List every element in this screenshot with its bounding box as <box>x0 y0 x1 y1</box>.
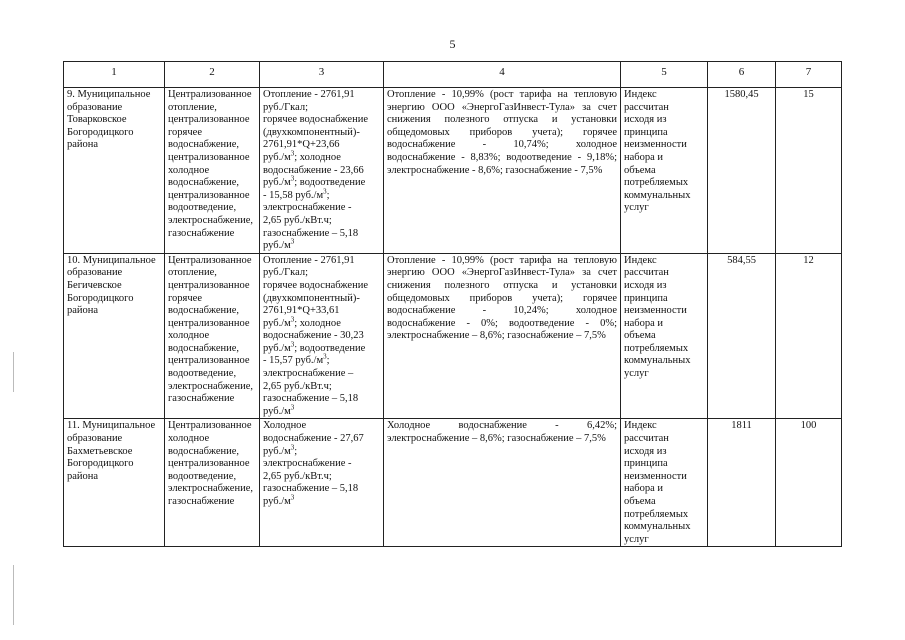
cell-text-line: образование <box>67 433 123 445</box>
cell-text-line: (двухкомпонентный)- <box>263 126 360 138</box>
cell-text-line: водоснабжение - 0%; водоотведение - 0%; <box>387 317 617 329</box>
cell-text-line: (двухкомпонентный)- <box>263 292 360 304</box>
cell-text-line: коммунальных <box>624 521 691 533</box>
cell-text-line: газоснабжение – 5,18 <box>263 393 359 405</box>
scan-margin-mark <box>13 565 14 625</box>
cell-text-line: водоотведение, <box>168 470 237 482</box>
cell-text-line: водоснабжение, <box>168 305 240 317</box>
growth-cell <box>384 419 621 547</box>
cell-text-line: коммунальных <box>624 355 691 367</box>
cell-value: 1580,45 <box>724 89 759 100</box>
cell-text-line: $руб./м^3$; водоотведение <box>263 340 366 354</box>
cell-text-line: принципа <box>624 458 668 470</box>
cell-text-line: снижения полезного отпуска и установки <box>387 279 617 291</box>
cell-text-line: услуг <box>624 368 649 380</box>
cell-text-line: потребляемых <box>624 177 689 189</box>
cell-text-line: $руб./м^3$; <box>263 443 298 457</box>
cell-text-line: услуг <box>624 202 649 214</box>
cell-value: 12 <box>803 254 814 266</box>
cell-text-line: снижения полезного отпуска и установки <box>387 114 617 126</box>
index-note-cell <box>621 88 708 254</box>
cell-text-line: принципа <box>624 126 668 138</box>
cell-text-line: района <box>67 305 99 317</box>
cell-text-line: Централизованное <box>168 420 252 432</box>
cell-text-line: рассчитан <box>624 101 669 113</box>
cell-text-line: водоснабжение, <box>168 139 240 151</box>
cell-text-line: водоснабжение, <box>168 177 240 189</box>
cell-text-line: Централизованное <box>168 89 252 100</box>
cell-text-line: электроснабжение - 8,6%; газоснабжение - 7,5% <box>387 164 603 176</box>
cell-text-line: общедомовых приборов учета); горячее <box>387 126 617 138</box>
cell-text-line: $руб./м^3$ <box>263 493 295 507</box>
scan-margin-mark <box>13 352 14 392</box>
cell-text-line: газоснабжение <box>168 227 235 239</box>
cell-text-line: рассчитан <box>624 433 669 445</box>
cell-text-line: электроснабжение – 8,6%; газоснабжение – 7,5% <box>387 433 606 445</box>
cell-text-line: газоснабжение – 5,18 <box>263 483 359 495</box>
cell-text-line: 2,65 руб./кВт.ч; <box>263 214 332 226</box>
cell-text-line: холодное <box>168 330 210 342</box>
cell-text-line: Отопление - 10,99% (рост тарифа на тепловую <box>387 89 617 100</box>
cell-text-line: холодное <box>168 164 210 176</box>
cell-text-line: $руб./м^3$; водоотведение <box>263 174 366 189</box>
cell-text-line: $руб./м^3$; холодное <box>263 149 341 163</box>
cell-text-line: потребляемых <box>624 342 689 354</box>
cell-text-line: холодное <box>168 433 210 445</box>
cell-text-line: Отопление - 2761,91 <box>263 89 355 100</box>
growth-cell <box>384 253 621 419</box>
value-cell-7 <box>776 419 842 547</box>
value-cell-6 <box>708 253 776 419</box>
cell-text-line: образование <box>67 101 123 113</box>
column-header-1: 1 <box>64 62 165 88</box>
cell-text-line: 9. Муниципальное <box>67 89 151 100</box>
cell-text-line: Индекс <box>624 420 657 432</box>
column-header-2: 2 <box>165 62 260 88</box>
services-cell <box>165 253 260 419</box>
tariffs-cell <box>260 88 384 254</box>
cell-text-line: централизованное <box>168 279 250 291</box>
index-note-cell <box>621 253 708 419</box>
column-header-6: 6 <box>708 62 776 88</box>
index-note-cell <box>621 419 708 547</box>
cell-text-line: исходя из <box>624 445 667 457</box>
services-cell <box>165 419 260 547</box>
cell-text-line: Индекс <box>624 254 657 266</box>
cell-text-line: Богородицкого <box>67 126 134 138</box>
municipality-cell <box>64 88 165 254</box>
cell-text-line: Товарковское <box>67 114 127 126</box>
cell-text-line: энергию ООО «ЭнергоГазИнвест-Тула» за счет <box>387 101 617 113</box>
cell-text-line: централизованное <box>168 151 250 163</box>
cell-text-line: 11. Муниципальное <box>67 420 156 432</box>
cell-text-line: набора и <box>624 151 664 163</box>
cell-text-line: объема <box>624 330 656 342</box>
cell-text-line: набора и <box>624 317 664 329</box>
value-cell-6 <box>708 419 776 547</box>
page-number: 5 <box>449 37 456 51</box>
cell-text-line: Холодное <box>263 420 307 432</box>
cell-value: 1811 <box>731 420 752 432</box>
cell-text-line: водоснабжение - 23,66 <box>263 164 364 176</box>
cell-text-line: исходя из <box>624 279 667 291</box>
column-header-3: 3 <box>260 62 384 88</box>
cell-text-line: Бахметьевское <box>67 445 133 457</box>
cell-text-line: водоснабжение - 30,23 <box>263 330 364 342</box>
cell-text-line: горячее <box>168 292 202 304</box>
value-cell-7 <box>776 253 842 419</box>
growth-cell <box>384 88 621 254</box>
cell-text-line: горячее водоснабжение <box>263 114 368 126</box>
cell-text-line: электроснабжение - <box>263 202 352 214</box>
tariffs-cell <box>260 253 384 419</box>
cell-text-line: энергию ООО «ЭнергоГазИнвест-Тула» за счет <box>387 267 617 279</box>
cell-text-line: централизованное <box>168 355 250 367</box>
cell-text-line: водоснабжение - 10,24%; холодное <box>387 305 617 317</box>
cell-text-line: отопление, <box>168 101 217 113</box>
cell-text-line: отопление, <box>168 267 217 279</box>
cell-text-line: 2,65 руб./кВт.ч; <box>263 380 332 392</box>
cell-text-line: водоснабжение - 8,83%; водоотведение - 9,18%; <box>387 151 617 163</box>
cell-value: 15 <box>803 89 814 100</box>
cell-value: 584,55 <box>727 254 756 266</box>
cell-text-line: $руб./м^3$ <box>263 237 295 252</box>
table-row <box>64 253 842 419</box>
cell-text-line: 2761,91*Q+23,66 <box>263 139 340 151</box>
cell-text-line: района <box>67 470 99 482</box>
cell-text-line: неизменности <box>624 305 687 317</box>
municipality-cell <box>64 419 165 547</box>
cell-text-line: электроснабжение – <box>263 368 354 380</box>
cell-text-line: - 15,58 $руб./м^3$; <box>263 187 330 201</box>
cell-text-line: объема <box>624 496 656 507</box>
cell-text-line: коммунальных <box>624 189 691 201</box>
cell-text-line: района <box>67 139 99 151</box>
cell-text-line: $руб./м^3$ <box>263 403 295 417</box>
cell-text-line: водоснабжение - 27,67 <box>263 433 364 445</box>
cell-text-line: горячее <box>168 126 202 138</box>
cell-text-line: 10. Муниципальное <box>67 254 156 266</box>
column-header-5: 5 <box>621 62 708 88</box>
cell-value: 100 <box>800 420 817 432</box>
cell-text-line: Холодное водоснабжение - 6,42%; <box>387 420 617 432</box>
cell-text-line: руб./Гкал; <box>263 101 309 113</box>
cell-text-line: Отопление - 2761,91 <box>263 254 355 266</box>
tariff-table <box>63 61 842 547</box>
cell-text-line: Централизованное <box>168 254 252 266</box>
cell-text-line: электроснабжение – 8,6%; газоснабжение – 7,5% <box>387 330 606 342</box>
cell-text-line: горячее водоснабжение <box>263 279 368 291</box>
cell-text-line: водоотведение, <box>168 368 237 380</box>
table-header-row <box>64 62 842 88</box>
cell-text-line: газоснабжение – 5,18 <box>263 227 359 239</box>
cell-text-line: $руб./м^3$; холодное <box>263 315 341 329</box>
cell-text-line: Бегичевское <box>67 279 122 291</box>
cell-text-line: принципа <box>624 292 668 304</box>
cell-text-line: Индекс <box>624 89 657 100</box>
cell-text-line: - 15,57 $руб./м^3$; <box>263 352 330 367</box>
table-row <box>64 88 842 254</box>
cell-text-line: электроснабжение - <box>263 458 352 470</box>
cell-text-line: Богородицкого <box>67 292 134 304</box>
cell-text-line: исходя из <box>624 114 667 126</box>
cell-text-line: электроснабжение, <box>168 380 253 392</box>
table-row <box>64 419 842 547</box>
cell-text-line: централизованное <box>168 317 250 329</box>
cell-text-line: неизменности <box>624 139 687 151</box>
cell-text-line: газоснабжение <box>168 393 235 405</box>
tariffs-cell <box>260 419 384 547</box>
cell-text-line: набора и <box>624 483 664 495</box>
cell-text-line: централизованное <box>168 458 250 470</box>
cell-text-line: электроснабжение, <box>168 483 253 495</box>
services-cell <box>165 88 260 254</box>
cell-text-line: руб./Гкал; <box>263 267 309 279</box>
cell-text-line: общедомовых приборов учета); горячее <box>387 292 617 304</box>
value-cell-7 <box>776 88 842 254</box>
cell-text-line: 2761,91*Q+33,61 <box>263 305 340 317</box>
cell-text-line: неизменности <box>624 470 687 482</box>
cell-text-line: услуг <box>624 533 649 545</box>
cell-text-line: Богородицкого <box>67 458 134 470</box>
municipality-cell <box>64 253 165 419</box>
cell-text-line: централизованное <box>168 114 250 126</box>
value-cell-6 <box>708 88 776 254</box>
column-header-7: 7 <box>776 62 842 88</box>
cell-text-line: рассчитан <box>624 267 669 279</box>
cell-text-line: водоснабжение - 10,74%; холодное <box>387 139 617 151</box>
cell-text-line: водоотведение, <box>168 202 237 214</box>
cell-text-line: объема <box>624 164 656 176</box>
cell-text-line: 2,65 руб./кВт.ч; <box>263 470 332 482</box>
column-header-4: 4 <box>384 62 621 88</box>
cell-text-line: Отопление - 10,99% (рост тарифа на тепловую <box>387 254 617 266</box>
cell-text-line: потребляемых <box>624 508 689 520</box>
cell-text-line: образование <box>67 267 123 279</box>
cell-text-line: водоснабжение, <box>168 445 240 457</box>
cell-text-line: водоснабжение, <box>168 342 240 354</box>
cell-text-line: электроснабжение, <box>168 214 253 226</box>
cell-text-line: газоснабжение <box>168 496 235 507</box>
cell-text-line: централизованное <box>168 189 250 201</box>
